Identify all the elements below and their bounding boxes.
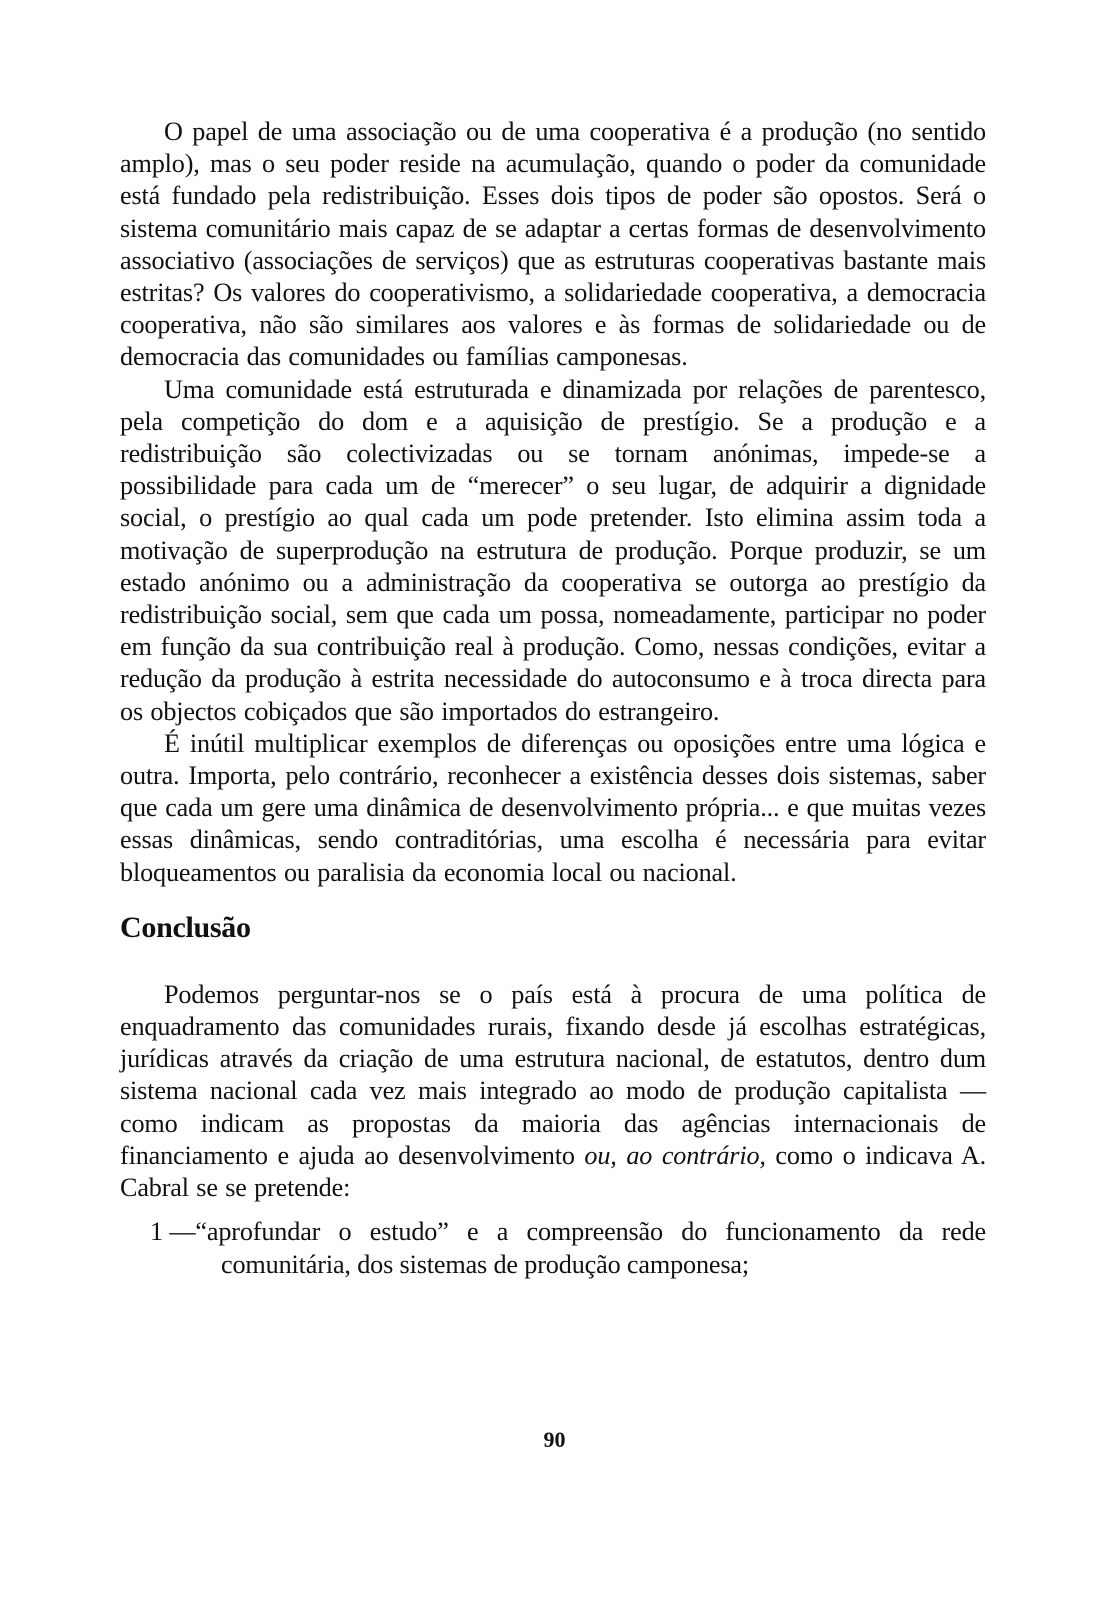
document-page — [120, 116, 986, 1281]
section-heading-conclusion: Conclusão — [120, 910, 251, 944]
list-item — [120, 1216, 986, 1280]
conclusion-italic-phrase: ou, ao contrário, — [584, 1140, 766, 1170]
paragraph-two-systems: É inútil multiplicar exemplos de diferenças ou oposições entre uma lógica e outra. Importa, pelo contrário, reconhecer a existência desses dois sistemas, saber que cada um gere uma dinâmica de desenvolvimento própria... e que muitas vezes essas dinâmicas, sendo contraditórias, uma escolha é necessária para evitar bloqueamentos ou paralisia da economia local ou nacional. — [120, 728, 986, 887]
conclusion-text-start: Podemos perguntar-nos se o país está à procura de uma política de enquadramento das comunidades rurais, fixando desde já escolhas estratégicas, jurídicas através da criação de uma estrutura nacional, de estatutos, dentro dum sistema nacional cada vez mais integrado ao modo de produção capitalista — como indicam as propostas da maioria das agências internacionais de financiamento e ajuda ao desenvolvimento — [120, 979, 986, 1170]
paragraph-conclusion — [120, 979, 986, 1204]
conclusion-text-end: como o indicava A. Cabral se se pretende: — [120, 1140, 987, 1203]
list-item-text: “aprofundar o estudo” e a compreensão do funcionamento da rede comunitária, dos sistemas de produção camponesa; — [195, 1217, 986, 1279]
list-item-number: 1 — — [150, 1217, 196, 1247]
paragraph-cooperative-power: O papel de uma associação ou de uma cooperativa é a produção (no sentido amplo), mas o seu poder reside na acumulação, quando o poder da comunidade está fundado pela redistribuição. Esses dois tipos de poder são opostos. Será o sistema comunitário mais capaz de se adaptar a certas formas de desenvolvimento associativo (associações de serviços) que as estruturas cooperativas bastante mais estritas? Os valores do cooperativismo, a solidariedade cooperativa, a democracia cooperativa, não são similares aos valores e às formas de solidariedade ou de democracia das comunidades ou famílias camponesas. — [120, 117, 986, 372]
paragraph-community-structure: Uma comunidade está estruturada e dinamizada por relações de parentesco, pela competição do dom e a aquisição de prestígio. Se a produção e a redistribuição são colectivizadas ou se tornam anónimas, impede-se a possibilidade para cada um de “merecer” o seu lugar, de adquirir a dignidade social, o prestígio ao qual cada um pode pretender. Isto elimina assim toda a motivação de superprodução na estrutura de produção. Porque produzir, se um estado anónimo ou a administração da cooperativa se outorga ao prestígio da redistribuição social, sem que cada um possa, nomeadamente, participar no poder em função da sua contribuição real à produção. Como, nessas condições, evitar a redução da produção à estrita necessidade do autoconsumo e à troca directa para os objectos cobiçados que são importados do estrangeiro. — [120, 374, 986, 726]
page-number: 90 — [543, 1427, 566, 1452]
